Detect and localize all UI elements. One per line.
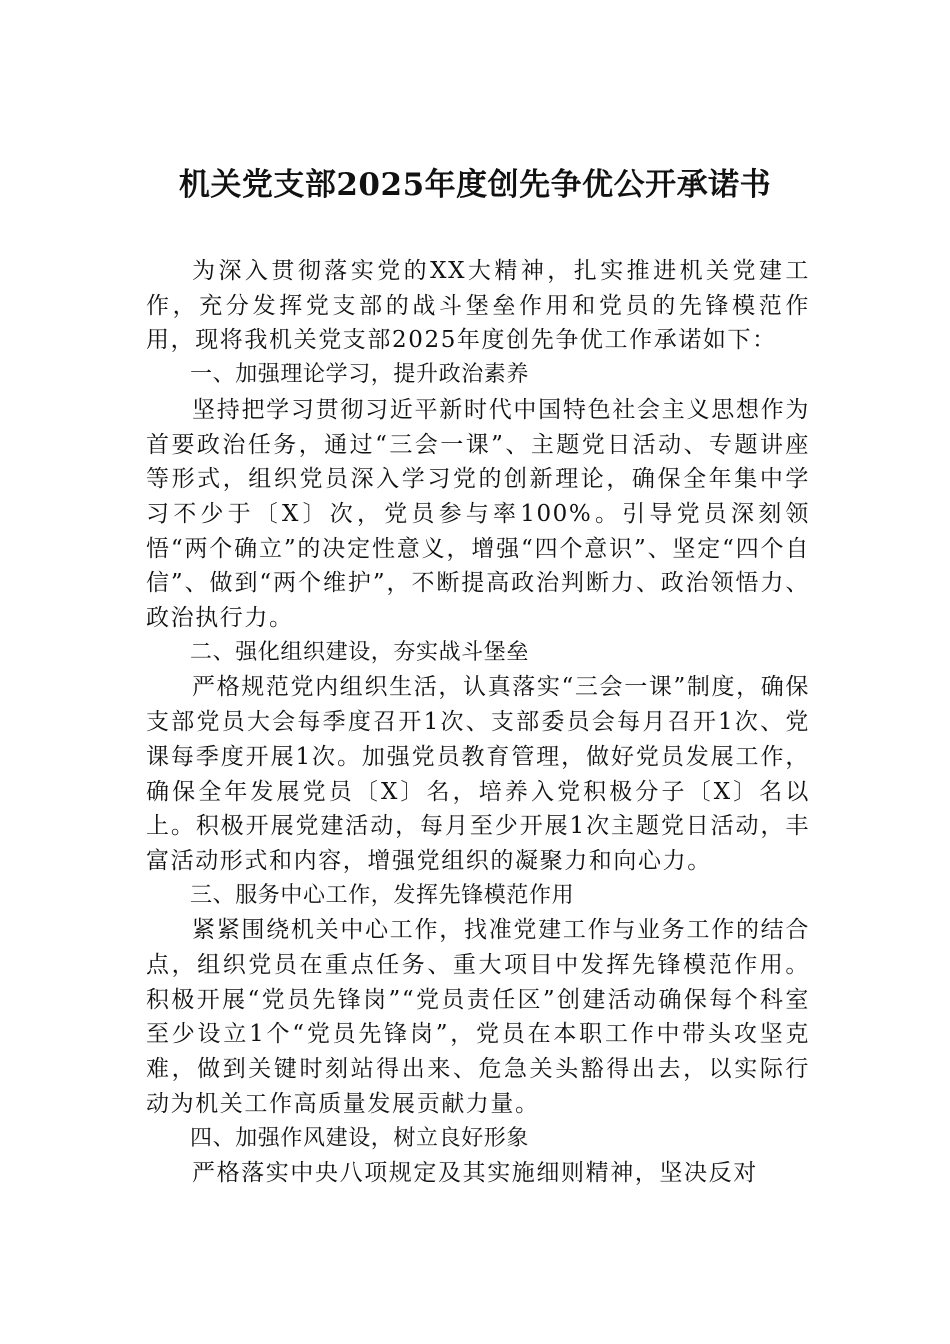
section-body-3: 紧紧围绕机关中心工作，找准党建工作与业务工作的结合点，组织党员在重点任务、重大项目中发挥先锋模范作用。积极开展“党员先锋岗”“党员责任区”创建活动确保每个科室至少设立1个“党员先锋岗”，党员在本职工作中带头攻坚克难，做到关键时刻站得出来、危急关头豁得出去，以实际行动为机关工作高质量发展贡献力量。 <box>146 917 810 1117</box>
intro-paragraph: 为深入贯彻落实党的XX大精神，扎实推进机关党建工作，充分发挥党支部的战斗堡垒作用和党员的先锋模范作用，现将我机关党支部2025年度创先争优工作承诺如下： <box>146 258 810 354</box>
section-body-2: 严格规范党内组织生活，认真落实“三会一课”制度，确保支部党员大会每季度召开1次、支部委员会每月召开1次、党课每季度开展1次。加强党员教育管理，做好党员发展工作，确保全年发展党员〔X〕名，培养入党积极分子〔X〕名以上。积极开展党建活动，每月至少开展1次主题党日活动，丰富活动形式和内容，增强党组织的凝聚力和向心力。 <box>146 674 810 874</box>
section-heading-4: 四、加强作风建设，树立良好形象 <box>190 1125 530 1151</box>
section-heading-3: 三、服务中心工作，发挥先锋模范作用 <box>190 882 575 908</box>
document-body <box>146 254 810 1191</box>
section-body-1: 坚持把学习贯彻习近平新时代中国特色社会主义思想作为首要政治任务，通过“三会一课”、主题党日活动、专题讲座等形式，组织党员深入学习党的创新理论，确保全年集中学习不少于〔X〕次，党员参与率100%。引导党员深刻领悟“两个确立”的决定性意义，增强“四个意识”、坚定“四个自信”、做到“两个维护”，不断提高政治判断力、政治领悟力、政治执行力。 <box>146 396 810 632</box>
section-body-4: 严格落实中央八项规定及其实施细则精神，坚决反对 <box>192 1160 758 1187</box>
section-heading-2: 二、强化组织建设，夯实战斗堡垒 <box>190 639 530 665</box>
section-heading-1: 一、加强理论学习，提升政治素养 <box>190 362 530 388</box>
document-title: 机关党支部2025年度创先争优公开承诺书 <box>178 167 772 203</box>
